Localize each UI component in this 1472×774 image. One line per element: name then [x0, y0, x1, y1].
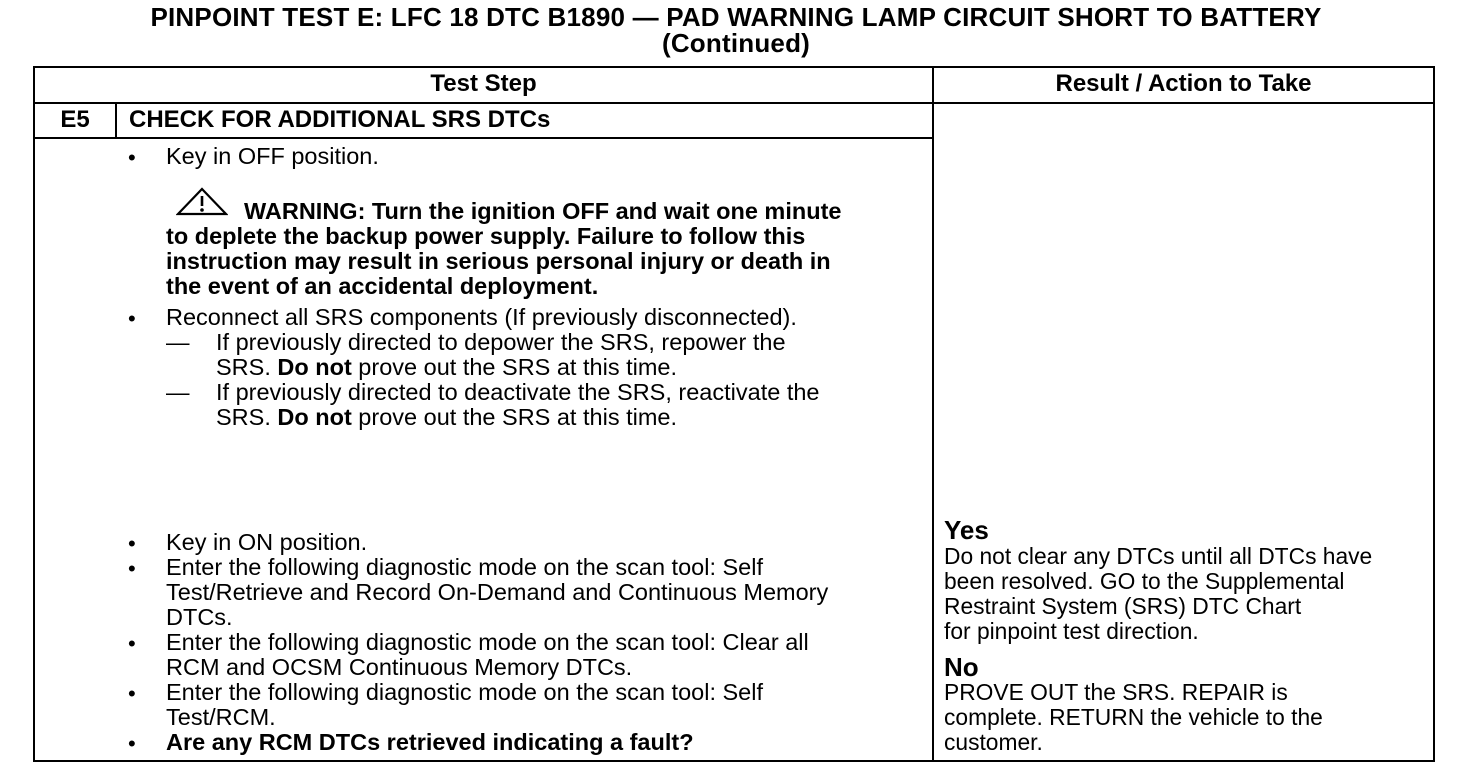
table-border-right: [1433, 66, 1435, 762]
bullet: •: [128, 531, 136, 556]
table-border-left: [33, 66, 35, 762]
step-key-on: Key in ON position.: [166, 529, 368, 555]
do-not-emphasis: Do not: [277, 404, 352, 430]
bullet: •: [128, 731, 136, 756]
step-reconnect: Reconnect all SRS components (If previously disconnected).: [166, 304, 797, 330]
warning-line-2: to deplete the backup power supply. Failure to follow this: [166, 223, 806, 249]
result-no-l2: complete. RETURN the vehicle to the: [944, 704, 1323, 730]
text-span: SRS.: [216, 354, 278, 380]
table-border-top: [33, 66, 1435, 68]
result-no-l1: PROVE OUT the SRS. REPAIR is: [944, 679, 1288, 705]
substep-reactivate-l2: [216, 405, 677, 430]
table-border-bottom: [33, 760, 1435, 762]
header-divider: [33, 102, 1435, 104]
dash: —: [166, 379, 190, 405]
do-not-emphasis: Do not: [277, 354, 352, 380]
column-divider: [932, 66, 934, 762]
warning-line-1: WARNING: Turn the ignition OFF and wait one minute: [244, 198, 842, 224]
result-yes-l1: Do not clear any DTCs until all DTCs have: [944, 543, 1373, 569]
dash: —: [166, 329, 190, 355]
result-yes-label: Yes: [944, 515, 989, 545]
step-mode-2-l1: Enter the following diagnostic mode on the scan tool: Clear all: [166, 629, 809, 655]
substep-repower-l2: [216, 355, 677, 380]
result-no-l3: customer.: [944, 729, 1043, 755]
step-id-divider: [115, 102, 117, 139]
title-line-2: (Continued): [661, 28, 811, 58]
bullet: •: [128, 556, 136, 581]
step-title: CHECK FOR ADDITIONAL SRS DTCs: [129, 106, 551, 133]
result-yes-l2: been resolved. GO to the Supplemental: [944, 568, 1345, 594]
result-no-label: No: [944, 652, 979, 682]
result-yes-l4: for pinpoint test direction.: [944, 618, 1199, 644]
text-span: SRS.: [216, 404, 278, 430]
step-mode-1-l1: Enter the following diagnostic mode on the scan tool: Self: [166, 554, 764, 580]
text-span: prove out the SRS at this time.: [351, 404, 678, 430]
step-mode-1-l2: Test/Retrieve and Record On-Demand and Continuous Memory: [166, 579, 829, 605]
bullet: •: [128, 145, 136, 170]
step-id: E5: [60, 106, 90, 133]
bullet: •: [128, 681, 136, 706]
bullet: •: [128, 306, 136, 331]
step-mode-2-l2: RCM and OCSM Continuous Memory DTCs.: [166, 654, 633, 680]
bullet: •: [128, 631, 136, 656]
result-yes-l3: Restraint System (SRS) DTC Chart: [944, 593, 1302, 619]
header-result: Result / Action to Take: [1055, 70, 1312, 97]
text-span: prove out the SRS at this time.: [351, 354, 678, 380]
step-row-divider: [33, 137, 933, 139]
warning-line-3: instruction may result in serious personal injury or death in: [166, 248, 831, 274]
step-key-off: Key in OFF position.: [166, 143, 379, 169]
title-line-1: PINPOINT TEST E: LFC 18 DTC B1890 — PAD WARNING LAMP CIRCUIT SHORT TO BATTERY: [150, 2, 1322, 32]
warning-triangle-icon: [176, 187, 228, 217]
warning-line-4: the event of an accidental deployment.: [166, 273, 599, 299]
step-question: Are any RCM DTCs retrieved indicating a fault?: [166, 729, 694, 755]
step-mode-3-l1: Enter the following diagnostic mode on the scan tool: Self: [166, 679, 764, 705]
step-mode-1-l3: DTCs.: [166, 604, 233, 630]
substep-reactivate-l1: If previously directed to deactivate the SRS, reactivate the: [216, 379, 820, 405]
substep-repower-l1: If previously directed to depower the SRS, repower the: [216, 329, 786, 355]
header-test-step: Test Step: [430, 70, 537, 97]
step-mode-3-l2: Test/RCM.: [166, 704, 276, 730]
